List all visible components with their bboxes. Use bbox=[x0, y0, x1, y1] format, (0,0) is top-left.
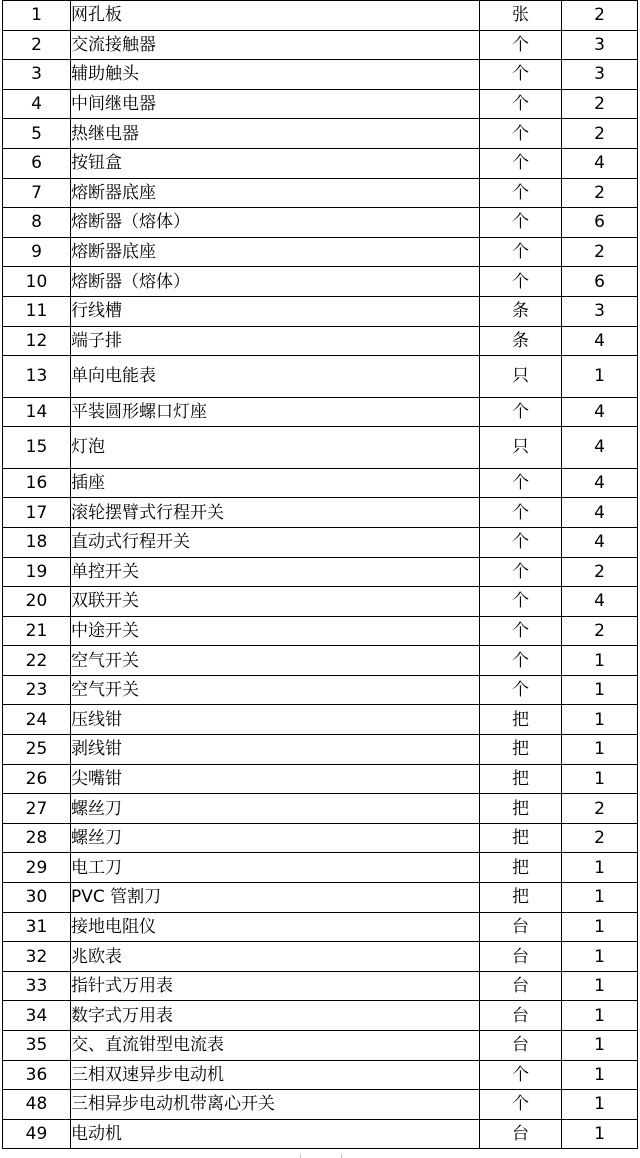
item-name-cell: 尖嘴钳 bbox=[71, 764, 480, 794]
item-name-cell: 指针式万用表 bbox=[71, 971, 480, 1001]
row-number-cell: 2 bbox=[3, 30, 71, 60]
item-name-cell: 螺丝刀 bbox=[71, 794, 480, 824]
row-number-cell: 4 bbox=[3, 89, 71, 119]
quantity-cell: 1 bbox=[562, 1060, 638, 1090]
item-name-cell: 熔断器底座 bbox=[71, 178, 480, 208]
table-row bbox=[3, 705, 638, 735]
item-name-cell: PVC 管割刀 bbox=[71, 883, 480, 913]
table-row bbox=[3, 1119, 638, 1149]
item-name-cell: 平装圆形螺口灯座 bbox=[71, 397, 480, 427]
unit-cell: 台 bbox=[480, 1031, 562, 1061]
item-name-cell: 空气开关 bbox=[71, 646, 480, 676]
item-name-cell: 网孔板 bbox=[71, 1, 480, 31]
table-row bbox=[3, 119, 638, 149]
quantity-cell: 2 bbox=[562, 237, 638, 267]
unit-cell: 只 bbox=[480, 427, 562, 469]
quantity-cell: 1 bbox=[562, 646, 638, 676]
quantity-cell: 2 bbox=[562, 557, 638, 587]
table-row bbox=[3, 296, 638, 326]
row-number-cell: 5 bbox=[3, 119, 71, 149]
table-row bbox=[3, 764, 638, 794]
table-row bbox=[3, 853, 638, 883]
quantity-cell: 1 bbox=[562, 356, 638, 398]
unit-cell: 台 bbox=[480, 942, 562, 972]
item-name-cell: 热继电器 bbox=[71, 119, 480, 149]
item-name-cell: 兆欧表 bbox=[71, 942, 480, 972]
row-number-cell: 14 bbox=[3, 397, 71, 427]
row-number-cell: 34 bbox=[3, 1001, 71, 1031]
row-number-cell: 15 bbox=[3, 427, 71, 469]
table-row bbox=[3, 89, 638, 119]
row-number-cell: 18 bbox=[3, 527, 71, 557]
row-number-cell: 28 bbox=[3, 823, 71, 853]
unit-cell: 个 bbox=[480, 208, 562, 238]
quantity-cell: 2 bbox=[562, 178, 638, 208]
row-number-cell: 23 bbox=[3, 675, 71, 705]
row-number-cell: 32 bbox=[3, 942, 71, 972]
table-row bbox=[3, 675, 638, 705]
row-number-cell: 12 bbox=[3, 326, 71, 356]
row-number-cell: 19 bbox=[3, 557, 71, 587]
item-name-cell: 双联开关 bbox=[71, 587, 480, 617]
unit-cell: 个 bbox=[480, 89, 562, 119]
table-row bbox=[3, 148, 638, 178]
quantity-cell: 1 bbox=[562, 942, 638, 972]
item-name-cell: 单控开关 bbox=[71, 557, 480, 587]
table-row bbox=[3, 267, 638, 297]
item-name-cell: 电工刀 bbox=[71, 853, 480, 883]
table-row bbox=[3, 616, 638, 646]
quantity-cell: 2 bbox=[562, 823, 638, 853]
item-name-cell: 单向电能表 bbox=[71, 356, 480, 398]
unit-cell: 个 bbox=[480, 1060, 562, 1090]
row-number-cell: 17 bbox=[3, 498, 71, 528]
row-number-cell: 36 bbox=[3, 1060, 71, 1090]
unit-cell: 个 bbox=[480, 60, 562, 90]
unit-cell: 个 bbox=[480, 148, 562, 178]
unit-cell: 个 bbox=[480, 587, 562, 617]
unit-cell: 个 bbox=[480, 397, 562, 427]
item-name-cell: 中间继电器 bbox=[71, 89, 480, 119]
row-number-cell: 7 bbox=[3, 178, 71, 208]
table-row bbox=[3, 971, 638, 1001]
table-row bbox=[3, 208, 638, 238]
quantity-cell: 6 bbox=[562, 267, 638, 297]
table-row bbox=[3, 427, 638, 469]
table-row bbox=[3, 646, 638, 676]
quantity-cell: 4 bbox=[562, 397, 638, 427]
unit-cell: 个 bbox=[480, 1090, 562, 1120]
page-footer-mark bbox=[300, 1154, 342, 1158]
unit-cell: 条 bbox=[480, 326, 562, 356]
table-row bbox=[3, 178, 638, 208]
item-name-cell: 电动机 bbox=[71, 1119, 480, 1149]
table-row bbox=[3, 942, 638, 972]
item-name-cell: 空气开关 bbox=[71, 675, 480, 705]
item-name-cell: 交、直流钳型电流表 bbox=[71, 1031, 480, 1061]
quantity-cell: 4 bbox=[562, 148, 638, 178]
unit-cell: 个 bbox=[480, 468, 562, 498]
row-number-cell: 48 bbox=[3, 1090, 71, 1120]
table-row bbox=[3, 912, 638, 942]
table-row bbox=[3, 30, 638, 60]
row-number-cell: 13 bbox=[3, 356, 71, 398]
equipment-table-body bbox=[3, 1, 638, 1149]
quantity-cell: 3 bbox=[562, 30, 638, 60]
row-number-cell: 8 bbox=[3, 208, 71, 238]
table-row bbox=[3, 468, 638, 498]
quantity-cell: 3 bbox=[562, 296, 638, 326]
row-number-cell: 26 bbox=[3, 764, 71, 794]
table-row bbox=[3, 356, 638, 398]
item-name-cell: 接地电阻仪 bbox=[71, 912, 480, 942]
unit-cell: 把 bbox=[480, 705, 562, 735]
row-number-cell: 27 bbox=[3, 794, 71, 824]
quantity-cell: 4 bbox=[562, 587, 638, 617]
table-row bbox=[3, 498, 638, 528]
table-row bbox=[3, 557, 638, 587]
unit-cell: 台 bbox=[480, 1119, 562, 1149]
quantity-cell: 1 bbox=[562, 675, 638, 705]
row-number-cell: 29 bbox=[3, 853, 71, 883]
unit-cell: 个 bbox=[480, 267, 562, 297]
unit-cell: 只 bbox=[480, 356, 562, 398]
table-row bbox=[3, 1, 638, 31]
row-number-cell: 20 bbox=[3, 587, 71, 617]
unit-cell: 个 bbox=[480, 30, 562, 60]
item-name-cell: 三相异步电动机带离心开关 bbox=[71, 1090, 480, 1120]
item-name-cell: 行线槽 bbox=[71, 296, 480, 326]
quantity-cell: 1 bbox=[562, 853, 638, 883]
item-name-cell: 中途开关 bbox=[71, 616, 480, 646]
row-number-cell: 33 bbox=[3, 971, 71, 1001]
row-number-cell: 6 bbox=[3, 148, 71, 178]
item-name-cell: 交流接触器 bbox=[71, 30, 480, 60]
row-number-cell: 11 bbox=[3, 296, 71, 326]
table-row bbox=[3, 397, 638, 427]
quantity-cell: 6 bbox=[562, 208, 638, 238]
unit-cell: 台 bbox=[480, 971, 562, 1001]
item-name-cell: 熔断器（熔体） bbox=[71, 267, 480, 297]
quantity-cell: 4 bbox=[562, 427, 638, 469]
row-number-cell: 22 bbox=[3, 646, 71, 676]
quantity-cell: 1 bbox=[562, 735, 638, 765]
unit-cell: 把 bbox=[480, 823, 562, 853]
table-row bbox=[3, 794, 638, 824]
row-number-cell: 31 bbox=[3, 912, 71, 942]
quantity-cell: 2 bbox=[562, 119, 638, 149]
quantity-cell: 1 bbox=[562, 1001, 638, 1031]
unit-cell: 条 bbox=[480, 296, 562, 326]
item-name-cell: 辅助触头 bbox=[71, 60, 480, 90]
quantity-cell: 1 bbox=[562, 705, 638, 735]
item-name-cell: 按钮盒 bbox=[71, 148, 480, 178]
equipment-table bbox=[2, 0, 638, 1149]
quantity-cell: 4 bbox=[562, 468, 638, 498]
row-number-cell: 10 bbox=[3, 267, 71, 297]
item-name-cell: 三相双速异步电动机 bbox=[71, 1060, 480, 1090]
unit-cell: 个 bbox=[480, 527, 562, 557]
unit-cell: 个 bbox=[480, 557, 562, 587]
unit-cell: 个 bbox=[480, 616, 562, 646]
row-number-cell: 24 bbox=[3, 705, 71, 735]
quantity-cell: 4 bbox=[562, 498, 638, 528]
quantity-cell: 2 bbox=[562, 794, 638, 824]
quantity-cell: 1 bbox=[562, 1090, 638, 1120]
unit-cell: 台 bbox=[480, 1001, 562, 1031]
quantity-cell: 4 bbox=[562, 326, 638, 356]
item-name-cell: 压线钳 bbox=[71, 705, 480, 735]
table-row bbox=[3, 1031, 638, 1061]
table-row bbox=[3, 735, 638, 765]
unit-cell: 把 bbox=[480, 883, 562, 913]
table-row bbox=[3, 1090, 638, 1120]
quantity-cell: 1 bbox=[562, 912, 638, 942]
unit-cell: 把 bbox=[480, 735, 562, 765]
quantity-cell: 2 bbox=[562, 616, 638, 646]
item-name-cell: 灯泡 bbox=[71, 427, 480, 469]
table-row bbox=[3, 1060, 638, 1090]
row-number-cell: 3 bbox=[3, 60, 71, 90]
row-number-cell: 35 bbox=[3, 1031, 71, 1061]
quantity-cell: 1 bbox=[562, 764, 638, 794]
item-name-cell: 直动式行程开关 bbox=[71, 527, 480, 557]
unit-cell: 把 bbox=[480, 853, 562, 883]
row-number-cell: 1 bbox=[3, 1, 71, 31]
table-row bbox=[3, 60, 638, 90]
table-row bbox=[3, 527, 638, 557]
unit-cell: 个 bbox=[480, 498, 562, 528]
row-number-cell: 25 bbox=[3, 735, 71, 765]
quantity-cell: 3 bbox=[562, 60, 638, 90]
row-number-cell: 30 bbox=[3, 883, 71, 913]
table-row bbox=[3, 1001, 638, 1031]
quantity-cell: 1 bbox=[562, 1119, 638, 1149]
item-name-cell: 插座 bbox=[71, 468, 480, 498]
row-number-cell: 16 bbox=[3, 468, 71, 498]
unit-cell: 张 bbox=[480, 1, 562, 31]
unit-cell: 个 bbox=[480, 237, 562, 267]
table-row bbox=[3, 823, 638, 853]
item-name-cell: 端子排 bbox=[71, 326, 480, 356]
table-row bbox=[3, 587, 638, 617]
unit-cell: 个 bbox=[480, 646, 562, 676]
item-name-cell: 螺丝刀 bbox=[71, 823, 480, 853]
item-name-cell: 数字式万用表 bbox=[71, 1001, 480, 1031]
table-row bbox=[3, 326, 638, 356]
unit-cell: 个 bbox=[480, 119, 562, 149]
unit-cell: 个 bbox=[480, 675, 562, 705]
quantity-cell: 1 bbox=[562, 971, 638, 1001]
quantity-cell: 2 bbox=[562, 1, 638, 31]
quantity-cell: 1 bbox=[562, 1031, 638, 1061]
quantity-cell: 1 bbox=[562, 883, 638, 913]
quantity-cell: 4 bbox=[562, 527, 638, 557]
unit-cell: 把 bbox=[480, 764, 562, 794]
item-name-cell: 滚轮摆臂式行程开关 bbox=[71, 498, 480, 528]
row-number-cell: 49 bbox=[3, 1119, 71, 1149]
item-name-cell: 熔断器底座 bbox=[71, 237, 480, 267]
unit-cell: 把 bbox=[480, 794, 562, 824]
row-number-cell: 21 bbox=[3, 616, 71, 646]
item-name-cell: 剥线钳 bbox=[71, 735, 480, 765]
quantity-cell: 2 bbox=[562, 89, 638, 119]
table-row bbox=[3, 883, 638, 913]
table-row bbox=[3, 237, 638, 267]
row-number-cell: 9 bbox=[3, 237, 71, 267]
item-name-cell: 熔断器（熔体） bbox=[71, 208, 480, 238]
unit-cell: 台 bbox=[480, 912, 562, 942]
unit-cell: 个 bbox=[480, 178, 562, 208]
